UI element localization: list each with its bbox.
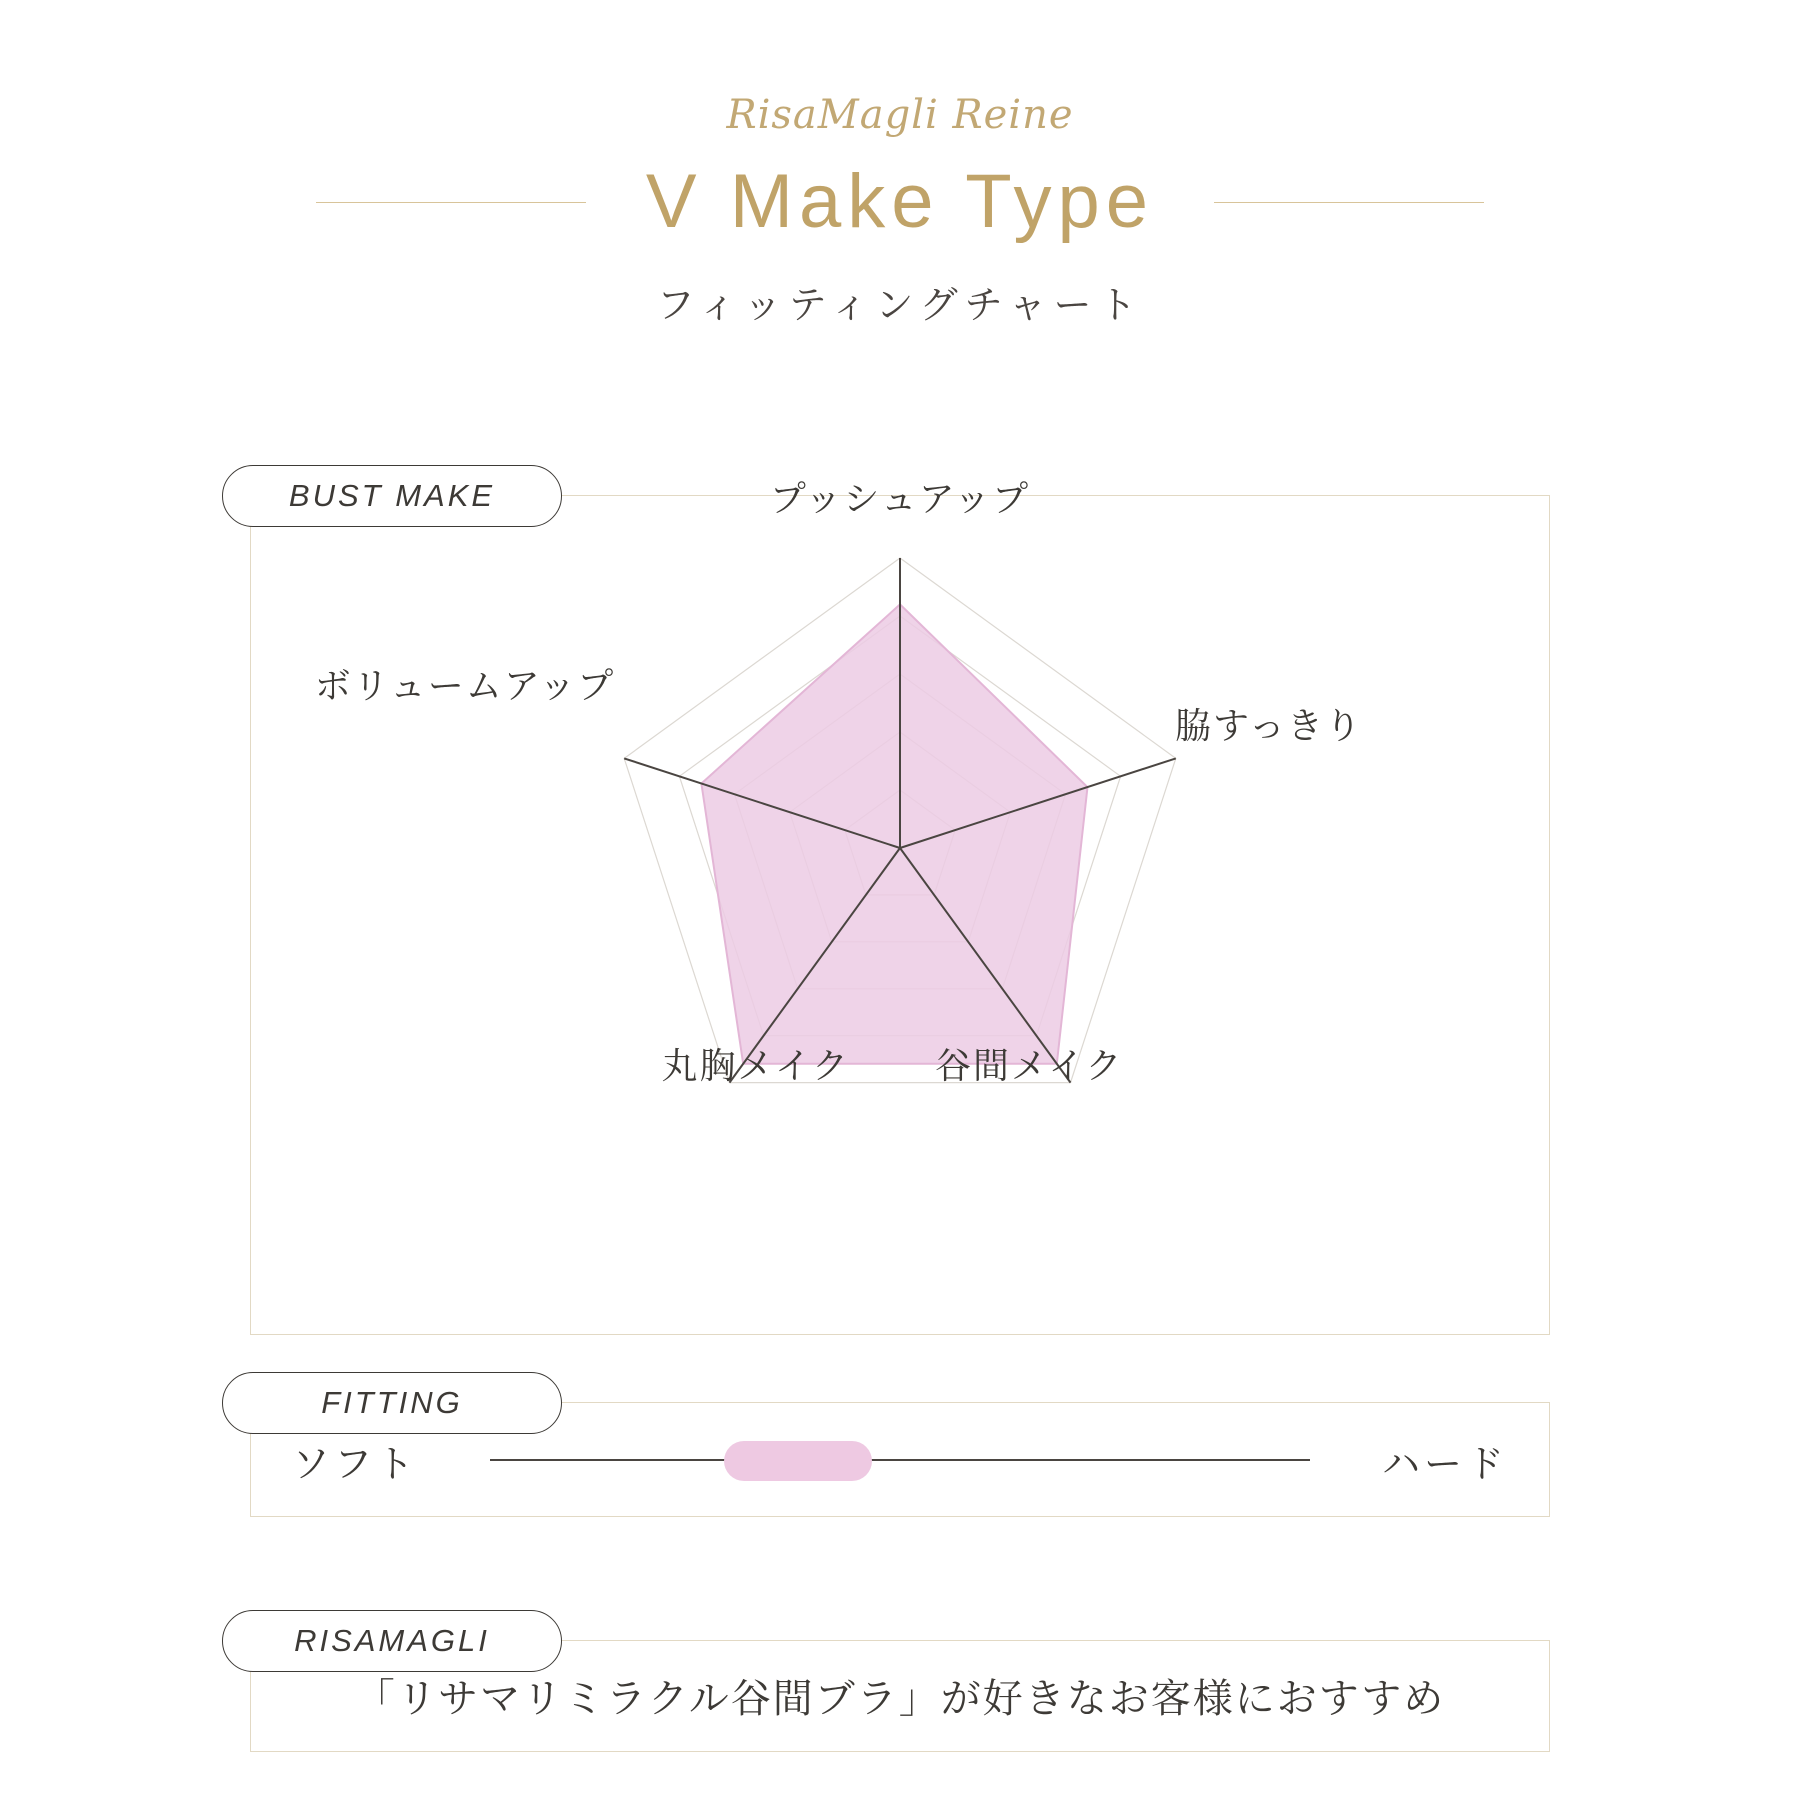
bust-make-tag: BUST MAKE	[222, 465, 562, 527]
radar-label-cleavage: 谷間メイク	[935, 1045, 1124, 1086]
page-header	[0, 0, 1800, 329]
recommend-text: 「リサマリミラクル谷間ブラ」が好きなお客様におすすめ	[354, 1676, 1446, 1721]
fitting-tag: FITTING	[222, 1372, 562, 1434]
title-rule-left	[316, 202, 586, 203]
page-subtitle: フィッティングチャート	[656, 285, 1144, 327]
title-row	[0, 159, 1800, 244]
fitting-slider[interactable]	[250, 1400, 1550, 1520]
fitting-line	[490, 1459, 1310, 1461]
fitting-soft-label: ソフト	[291, 1443, 418, 1486]
risamagli-tag: RISAMAGLI	[222, 1610, 562, 1672]
radar-label-volume-up: ボリュームアップ	[314, 665, 616, 706]
fitting-track[interactable]	[460, 1430, 1340, 1490]
brand-name: RisaMagli Reine	[726, 92, 1074, 138]
radar-svg	[245, 498, 1555, 1138]
radar-data-area	[701, 604, 1087, 1063]
title-rule-right	[1214, 202, 1484, 203]
fitting-hard-label: ハード	[1381, 1443, 1508, 1486]
radar-label-push-up: プッシュアップ	[769, 478, 1031, 519]
radar-label-side-smooth: 脇すっきり	[1175, 705, 1363, 746]
radar-label-round-bust: 丸胸メイク	[661, 1045, 850, 1086]
fitting-thumb[interactable]	[724, 1441, 872, 1481]
page-title: V Make Type	[645, 159, 1155, 244]
